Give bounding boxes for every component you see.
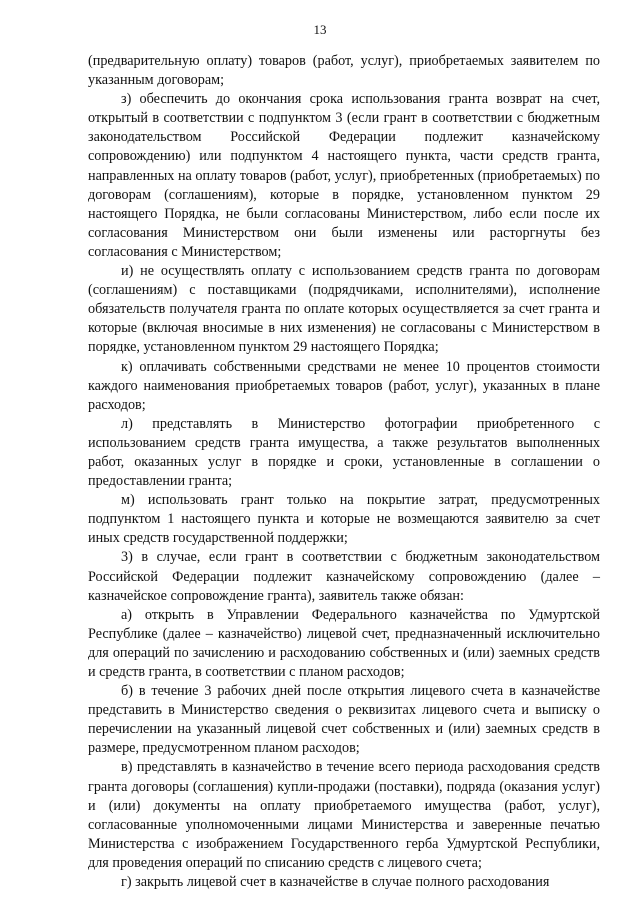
paragraph-item-z: з) обеспечить до окончания срока использования гранта возврат на счет, открытый в соответствии с подпунктом 3 (если грант в соответствии с бюджетным законодательством Российской Федерации подлежит казначейскому сопровождению) или подпунктом 4 настоящего пункта, части средств гранта, направленных на оплату товаров (работ, услуг), приобретенных (приобретаемых) по договорам (соглашениям), которые в порядке, установленном пунктом 29 настоящего Порядка, не были согласованы Министерством, либо если после их согласования Министерством они были изменены или расторгнуты без согласования с Министерством; <box>88 91 600 260</box>
paragraph-item-m: м) использовать грант только на покрытие затрат, предусмотренных подпунктом 1 настоящего пункта и которые не возмещаются заявителю за счет иных средств государственной поддержки; <box>88 492 600 547</box>
paragraph-item-v: в) представлять в казначейство в течение всего периода расходования средств гранта договоры (соглашения) купли-продажи (поставки), подряда (оказания услуг) и (или) документы на оплату приобретаемого имущества (работ, услуг), согласованные уполномоченными лицами Министерства и заверенные печатью Министерства с изображением Государственного герба Удмуртской Республики, для проведения операций по списанию средств с лицевого счета; <box>88 759 600 871</box>
paragraph-item-a: а) открыть в Управлении Федерального казначейства по Удмуртской Республике (далее – казначейство) лицевой счет, предназначенный исключительно для операций по зачислению и расходованию собственных и (или) заемных средств и средств гранта, в соответствии с планом расходов; <box>88 606 600 680</box>
paragraph-item-i: и) не осуществлять оплату с использованием средств гранта по договорам (соглашениям) с поставщиками (подрядчиками, исполнителями), исполнение обязательств получателя гранта по оплате которых осуществляется за счет гранта и которые (включая вносимые в них изменения) не согласованы с Министерством в порядке, установленном пунктом 29 настоящего Порядка; <box>88 263 600 356</box>
paragraph-continuation: (предварительную оплату) товаров (работ, услуг), приобретаемых заявителем по указанным договорам; <box>88 53 600 89</box>
document-body <box>88 52 600 892</box>
paragraph-item-g: г) закрыть лицевой счет в казначействе в случае полного расходования <box>121 874 550 891</box>
paragraph-item-k: к) оплачивать собственными средствами не менее 10 процентов стоимости каждого наименования приобретаемых товаров (работ, услуг), указанных в плане расходов; <box>88 358 600 413</box>
paragraph-subclause-3: 3) в случае, если грант в соответствии с бюджетным законодательством Российской Федерации подлежит казначейскому сопровождению (далее – казначейское сопровождение гранта), заявитель также обязан: <box>88 549 600 604</box>
page-number: 13 <box>313 22 327 37</box>
paragraph-item-b: б) в течение 3 рабочих дней после открытия лицевого счета в казначействе представить в Министерство сведения о реквизитах лицевого счета и выписку о перечислении на указанный лицевой счет собственных и (или) заемных средств в размере, предусмотренном планом расходов; <box>88 683 600 757</box>
paragraph-item-l: л) представлять в Министерство фотографии приобретенного с использованием средств гранта имущества, а также результатов выполненных работ, оказанных услуг в порядке и сроки, установленные в соглашении о предоставлении гранта; <box>88 415 600 490</box>
